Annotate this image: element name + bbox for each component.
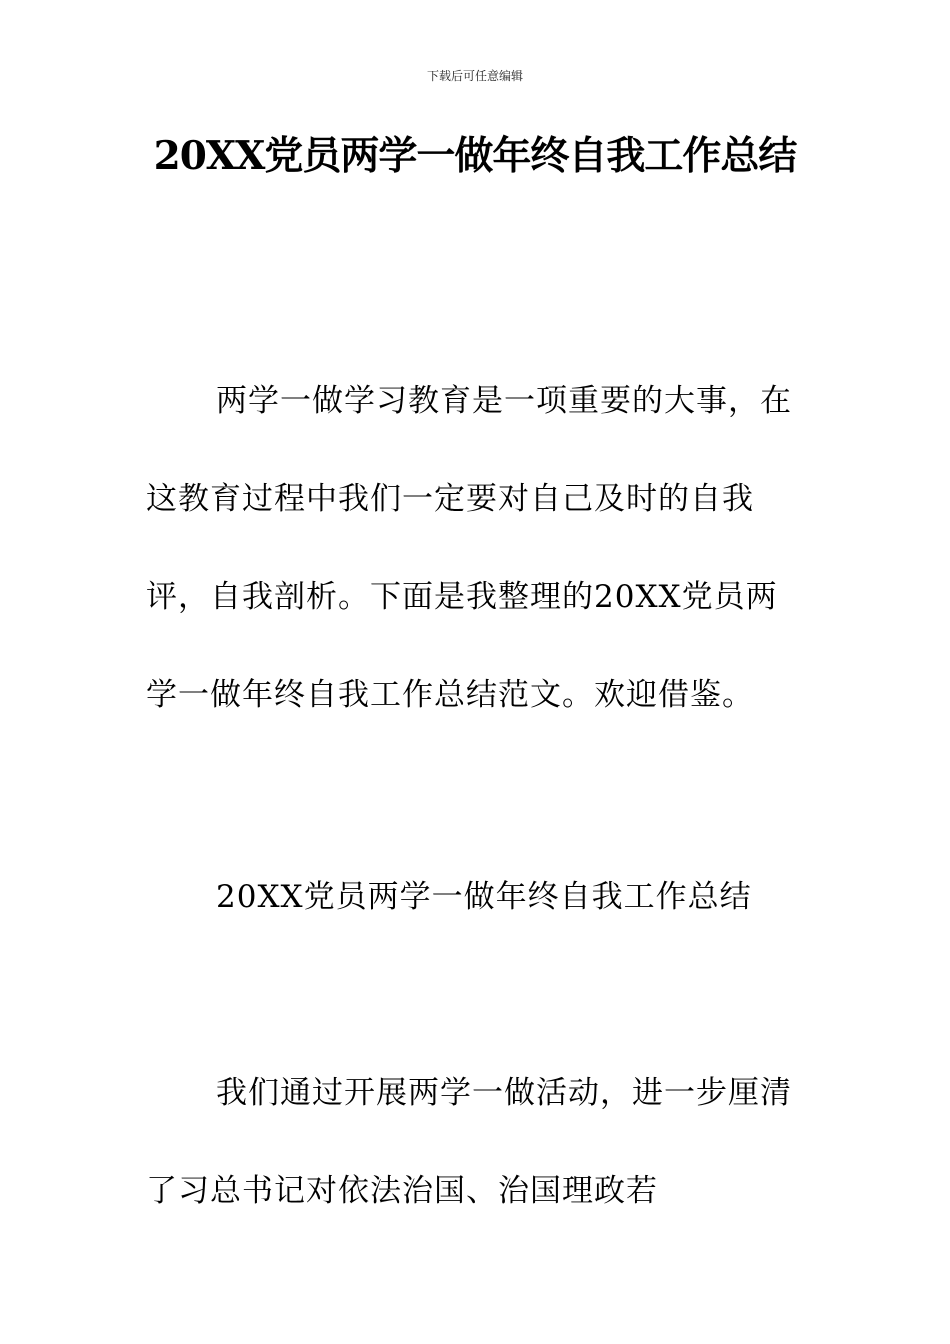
header-note: 下载后可任意编辑 [426,69,523,83]
document-title: 20XX党员两学一做年终自我工作总结 [153,133,797,179]
section-heading: 20XX党员两学一做年终自我工作总结 [216,879,752,915]
body-paragraph: 我们通过开展两学一做活动，进一步厘清了习总书记对依法治国、治国理政若 [146,1075,792,1209]
intro-paragraph: 两学一做学习教育是一项重要的大事，在这教育过程中我们一定要对自己及时的自我评，自我剖析。下面是我整理的20XX党员两学一做年终自我工作总结范文。欢迎借鉴。 [146,383,792,713]
